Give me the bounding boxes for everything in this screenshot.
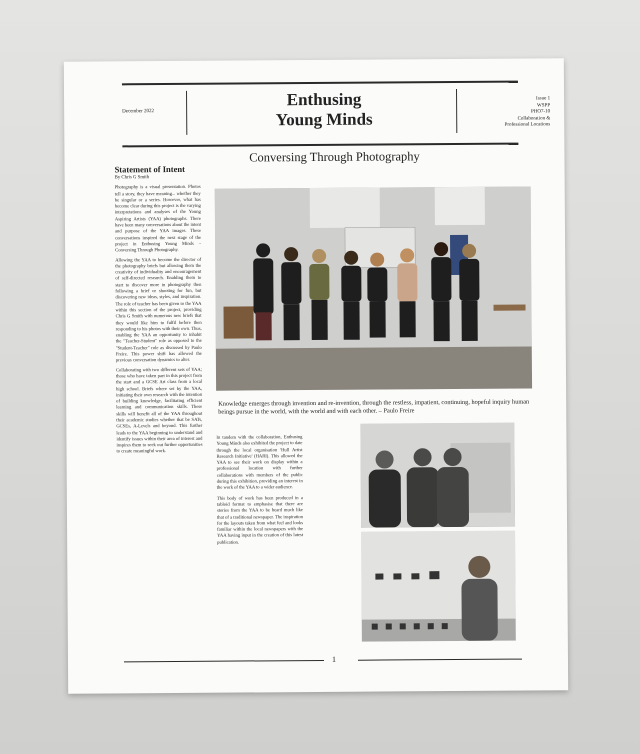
masthead-title (234, 89, 414, 130)
newspaper-page (64, 58, 568, 693)
students-photo (360, 423, 515, 528)
statement-column (115, 164, 203, 458)
exhibition-photo (361, 531, 516, 642)
issue-line: WSPP (537, 102, 551, 108)
footer-rule-right (358, 659, 522, 661)
exhibition-column (216, 434, 303, 550)
masthead-date: December 2022 (122, 109, 154, 115)
issue-line: PHO7-10 (530, 109, 551, 115)
masthead-bottom-rule (122, 143, 518, 148)
pull-quote: Knowledge emerges through invention and re-invention, through the restless, impatient, continuing, hopeful inquiry human beings pursue in the world, with the world and with each other. – Paulo Freire (218, 398, 530, 416)
statement-paragraph: Collaborating with two different sets of YAA; those who have taken part in this project from the start and a GCSE Art class from a local high school. Briefs where set by the YAA, initiating their own research with the intention of building knowledge, facilitating efficient learning and communication skills. These skills will benefit all of the YAA throughout their academic studies whether that be SATs, GCSEs, A-Levels and beyond. This further leads to the YAA beginning to understand and identify issues within their area of interest and inspires them to seek out further opportunities to create meaningful work. (115, 366, 203, 454)
group-photo (215, 186, 532, 390)
statement-heading: Statement of Intent (114, 163, 185, 175)
masthead-top-rule (122, 81, 518, 86)
issue-line: Professional Locations (504, 122, 551, 128)
masthead-divider-right (456, 89, 457, 133)
masthead-issue-info (470, 96, 550, 129)
section-title: Conversing Through Photography (249, 149, 420, 165)
footer-rule-left (124, 660, 324, 662)
statement-paragraph: Photography is a visual presentation. Photos tell a story, they have meaning... whether they be singular or a series. However, what has become clear during this project is the varying interpretations and analyses of the Young Aspiring Artists (YAA) photographs. There have been many conversations about the intent and purpose of the YAA images. These conversations inspired the next stage of the project in Enthusing Young Minds – Conversing Through Photography. (114, 184, 202, 253)
issue-line: Issue 1 (536, 96, 551, 102)
exhibition-paragraph: This body of work has been produced in a tabloid format to emphasise that there are stories from the YAA to be heard much like that of a traditional newspaper. The inspiration for the layouts taken from what feel and looks familiar within the local newspapers with the YAA having input in the creation of this latest publication. (216, 494, 304, 545)
exhibition-paragraph: In tandem with the collaboration, Enthusing Young Minds also exhibited the project to date through the local organisation 'Hull Artist Research Initiative' (HARI). This allowed the YAA to see their work on display within a professional location with further collaborations with members of the public during this exhibition, providing an interest in the work of the YAA to a wider audience. (216, 434, 303, 491)
masthead-divider-left (186, 91, 187, 135)
title-line-2: Young Minds (275, 109, 373, 130)
statement-paragraph: Allowing the YAA to become the director of the photography briefs but allowing them the creativity of individuality and encouragement of self-directed research. Enabling them to start to discover more in photography then following a brief or shooting for fun, but discovering new ideas, styles, and inspiration. The role of teacher has been given to the YAA within this section of the project, providing Chris G Smith with numerous new briefs that they would like him to fulfil before then responding to his photos with their own. Thus, enabling the YAA an opportunity to inhabit the "Teacher-Student" role as opposed to the "Student-Teacher" role as discussed by Paulo Freire. This power shift has allowed the previous conversation dynamics to alter. (115, 256, 202, 363)
title-line-1: Enthusing (286, 89, 362, 110)
page-number: 1 (331, 654, 337, 664)
issue-line: Collaboration & (517, 115, 551, 122)
statement-byline: By Chris G Smith (114, 175, 150, 181)
